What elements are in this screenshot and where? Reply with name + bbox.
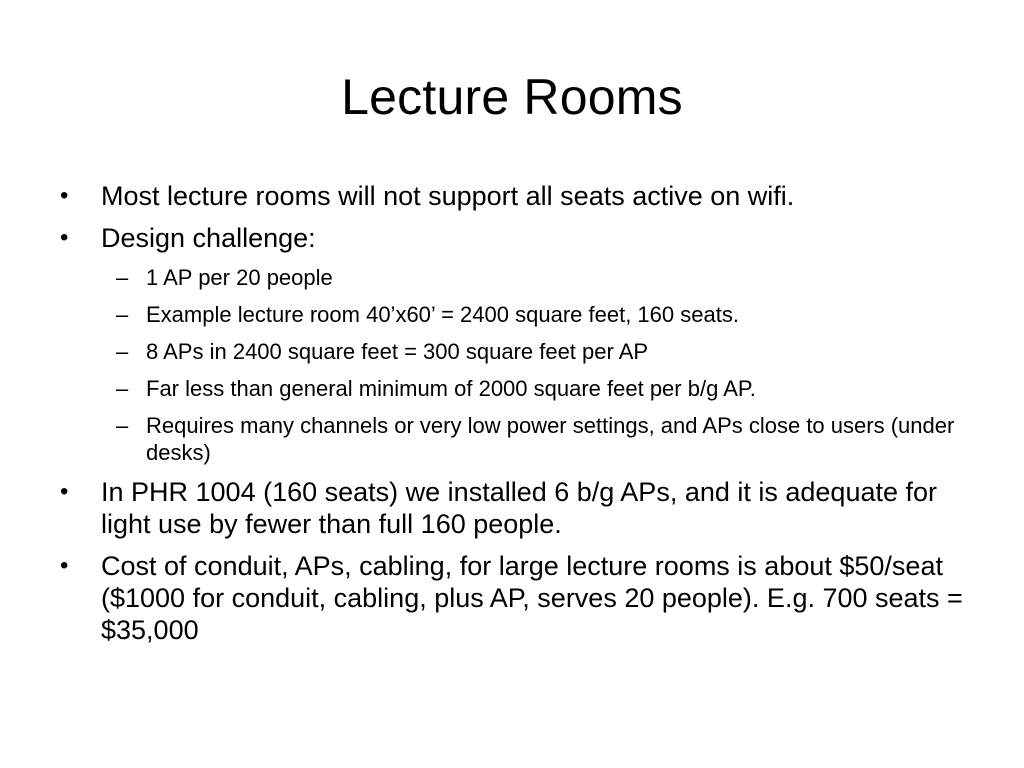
bullet-point — [56, 550, 976, 646]
sub-bullet-text: 8 APs in 2400 square feet = 300 square feet per AP — [146, 339, 649, 364]
sub-bullet-point — [56, 338, 976, 365]
sub-bullet-text: Example lecture room 40’x60’ = 2400 square feet, 160 seats. — [146, 302, 739, 327]
bullet-icon: • — [60, 552, 69, 579]
dash-icon: – — [116, 413, 129, 438]
sub-bullet-point — [56, 301, 976, 328]
dash-icon: – — [116, 376, 129, 401]
bullet-text: In PHR 1004 (160 seats) we installed 6 b/g APs, and it is adequate for light use by fewer than full 160 people. — [101, 477, 937, 539]
slide-body — [56, 180, 976, 656]
bullet-icon: • — [60, 478, 69, 505]
bullet-icon: • — [60, 182, 69, 209]
sub-bullet-point — [56, 375, 976, 402]
sub-bullet-point — [56, 264, 976, 291]
sub-bullet-list — [56, 264, 976, 466]
slide-title: Lecture Rooms — [341, 69, 683, 125]
bullet-point — [56, 180, 976, 212]
bullet-text: Most lecture rooms will not support all seats active on wifi. — [101, 181, 795, 211]
bullet-text: Design challenge: — [101, 223, 316, 253]
sub-bullet-text: Far less than general minimum of 2000 square feet per b/g AP. — [146, 376, 756, 401]
bullet-point — [56, 476, 976, 540]
sub-bullet-text: Requires many channels or very low power settings, and APs close to users (under desks) — [146, 413, 955, 465]
sub-bullet-text: 1 AP per 20 people — [146, 265, 333, 290]
dash-icon: – — [116, 339, 129, 364]
dash-icon: – — [116, 302, 129, 327]
sub-bullet-point — [56, 412, 976, 466]
dash-icon: – — [116, 265, 129, 290]
bullet-icon: • — [60, 224, 69, 251]
bullet-point — [56, 222, 976, 254]
bullet-text: Cost of conduit, APs, cabling, for large lecture rooms is about $50/seat ($1000 for conduit, cabling, plus AP, serves 20 people). E.g. 700 seats = $35,000 — [101, 551, 963, 645]
